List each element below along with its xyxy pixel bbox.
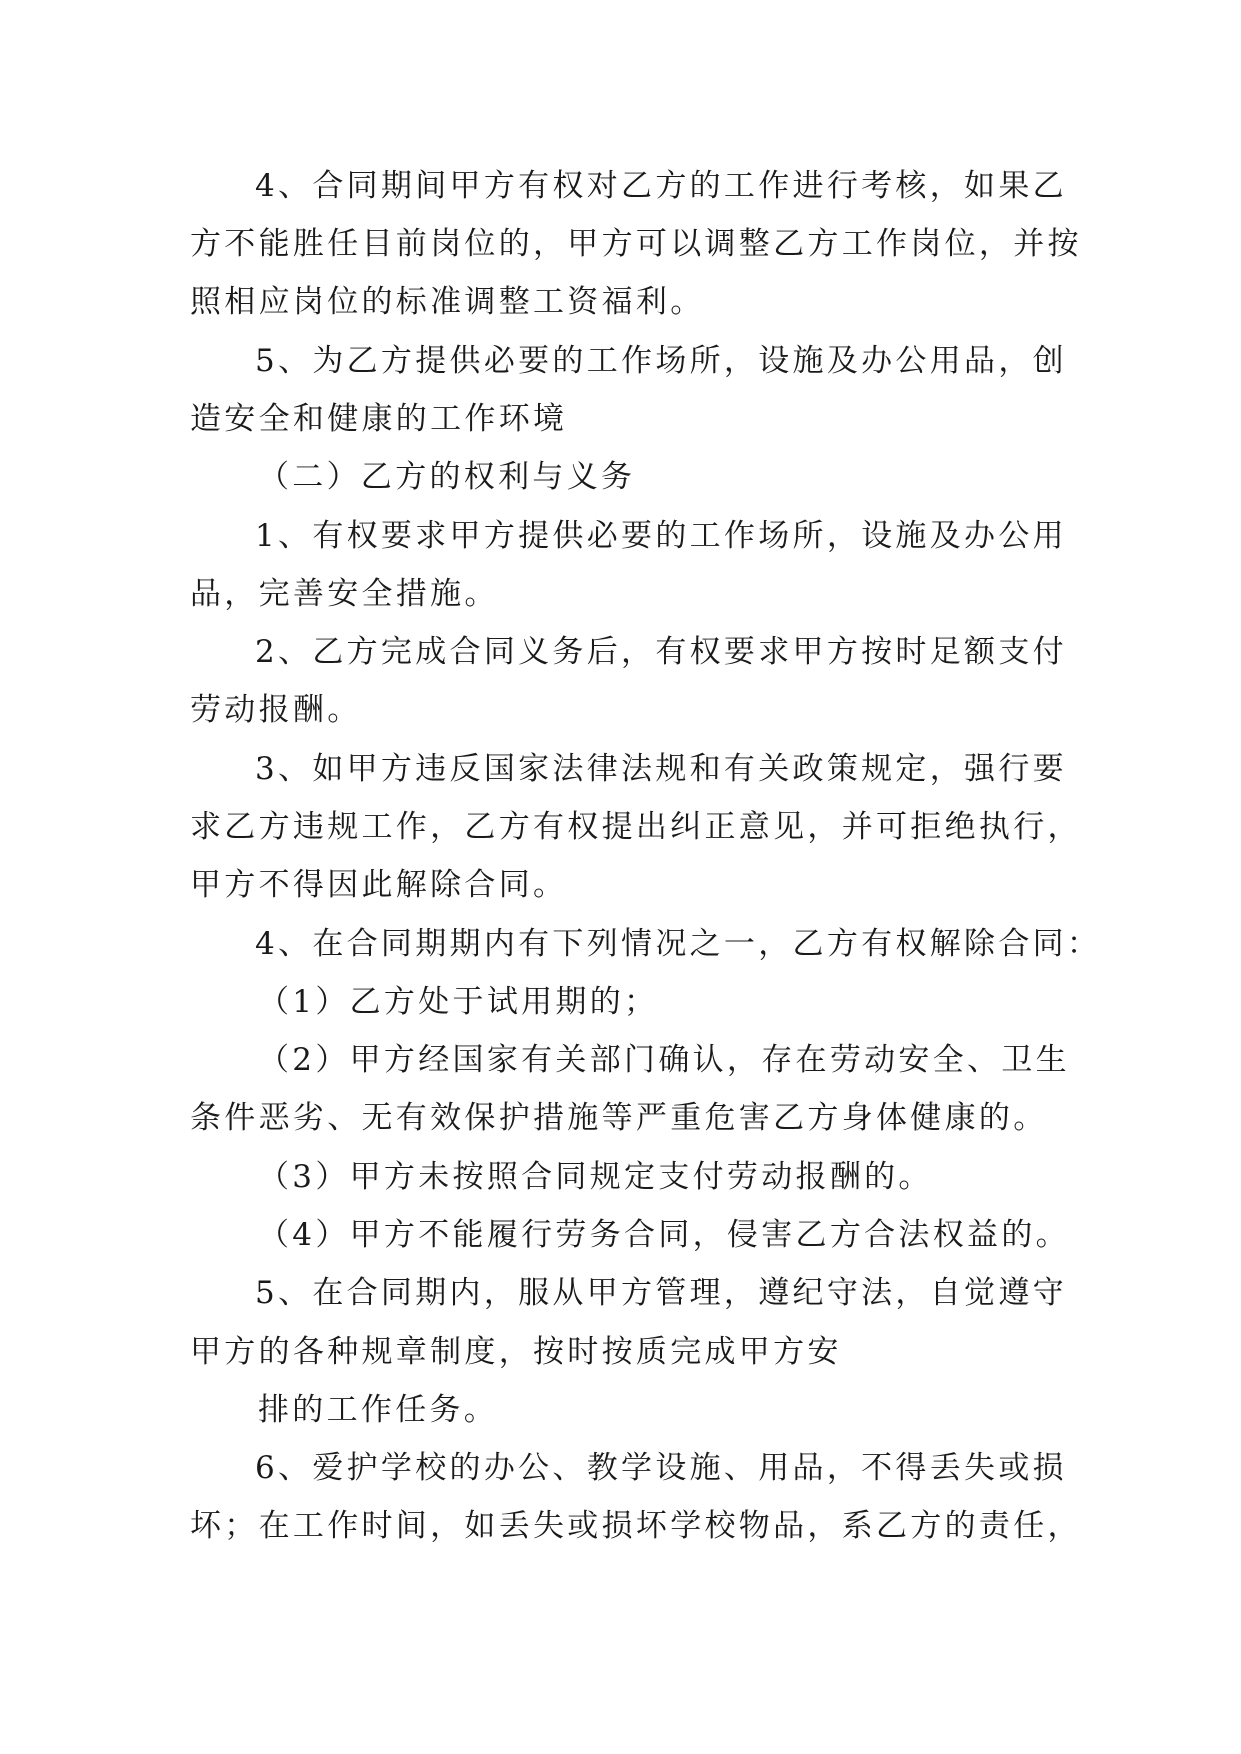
text-line: 方不能胜任目前岗位的，甲方可以调整乙方工作岗位，并按	[190, 226, 1082, 262]
text-line: 甲方不得因此解除合同。	[190, 867, 568, 903]
text-line: 坏；在工作时间，如丢失或损坏学校物品，系乙方的责任，	[190, 1508, 1082, 1544]
text-line: 排的工作任务。	[258, 1392, 499, 1428]
text-line: 造安全和健康的工作环境	[190, 401, 568, 437]
text-line: 2、乙方完成合同义务后，有权要求甲方按时足额支付	[255, 634, 1067, 670]
text-line: 1、有权要求甲方提供必要的工作场所，设施及办公用	[255, 518, 1067, 554]
text-line: 6、爱护学校的办公、教学设施、用品，不得丢失或损	[255, 1450, 1067, 1486]
text-line: 条件恶劣、无有效保护措施等严重危害乙方身体健康的。	[190, 1100, 1048, 1136]
text-line: 品，完善安全措施。	[190, 576, 499, 612]
text-line: 4、合同期间甲方有权对乙方的工作进行考核，如果乙	[255, 168, 1067, 204]
text-line: 3、如甲方违反国家法律法规和有关政策规定，强行要	[255, 751, 1067, 787]
text-line: 5、为乙方提供必要的工作场所，设施及办公用品，创	[255, 343, 1067, 379]
text-line: （2）甲方经国家有关部门确认，存在劳动安全、卫生	[258, 1042, 1070, 1078]
text-line: （1）乙方处于试用期的；	[258, 984, 659, 1020]
text-line: 求乙方违规工作，乙方有权提出纠正意见，并可拒绝执行，	[190, 809, 1082, 845]
text-line: 4、在合同期期内有下列情况之一，乙方有权解除合同：	[255, 926, 1102, 962]
text-line: （3）甲方未按照合同规定支付劳动报酬的。	[258, 1159, 933, 1195]
text-line: 照相应岗位的标准调整工资福利。	[190, 284, 705, 320]
section-heading: （二）乙方的权利与义务	[258, 459, 636, 495]
text-line: 5、在合同期内，服从甲方管理，遵纪守法，自觉遵守	[255, 1275, 1067, 1311]
text-line: 劳动报酬。	[190, 692, 362, 728]
text-line: （4）甲方不能履行劳务合同，侵害乙方合法权益的。	[258, 1217, 1070, 1253]
text-line: 甲方的各种规章制度，按时按质完成甲方安	[190, 1334, 842, 1370]
